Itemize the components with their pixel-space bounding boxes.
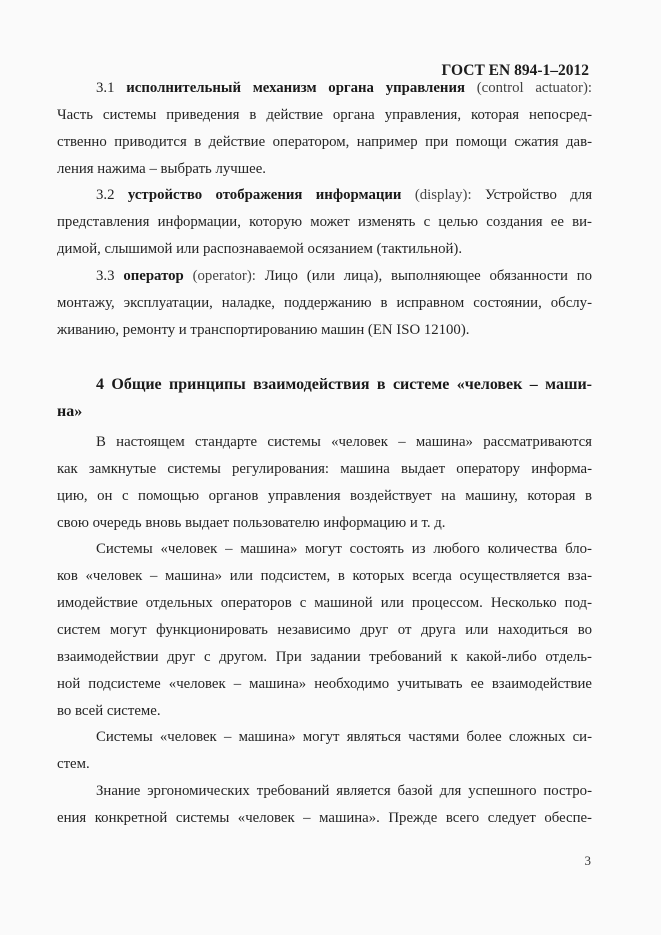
section-4-paragraph-1-line: как замкнутые системы регулирования: машина выдает оператору информа- <box>57 461 592 477</box>
section-4-paragraph-4-line: Знание эргономических требований является базой для успешного постро- <box>96 783 592 799</box>
clause-3-1-line: ления нажима – выбрать лучшее. <box>57 161 266 177</box>
section-4-paragraph-2-line: имодействие отдельных операторов с машиной или процессом. Несколько под- <box>57 595 592 611</box>
clause-3-1-number: 3.1 <box>96 80 115 96</box>
page-number: 3 <box>584 853 591 868</box>
clause-3-2-line: представления информации, которую может изменять с целью создания ее ви- <box>57 214 592 230</box>
clause-3-2-term: устройство отображения информации <box>127 187 402 203</box>
section-4-paragraph-2-line: взаимодействии друг с другом. При задании требований к какой-либо отдель- <box>57 649 592 665</box>
section-4-paragraph-4-line: ения конкретной системы «человек – машина». Прежде всего следует обеспе- <box>57 810 592 826</box>
section-4-paragraph-3-line: Системы «человек – машина» могут являться частями более сложных си- <box>96 729 592 745</box>
section-4-paragraph-3-line: стем. <box>57 756 90 772</box>
clause-3-2-line: димой, слышимой или распознаваемой осязанием (тактильной). <box>57 241 463 257</box>
clause-3-3-english: (operator): <box>192 268 256 284</box>
section-4-paragraph-1-line: В настоящем стандарте системы «человек – машина» рассматриваются <box>96 434 592 450</box>
clause-3-2-first-line <box>96 187 592 204</box>
clause-3-3-term: оператор <box>123 268 184 284</box>
standard-header: ГОСТ EN 894-1–2012 <box>441 62 589 79</box>
clause-3-2-english: (display): <box>414 187 472 203</box>
section-4-heading: 4 Общие принципы взаимодействия в системе «человек – маши- <box>96 376 592 393</box>
clause-3-2-tail: Устройство для <box>484 187 593 203</box>
clause-3-1-english: (control actuator): <box>476 80 593 96</box>
clause-3-3-first-line <box>96 268 592 285</box>
clause-3-3-number: 3.3 <box>96 268 115 284</box>
section-4-paragraph-1-line: свою очередь вновь выдает пользователю информацию и т. д. <box>57 515 446 531</box>
clause-3-1-line: ственно приводится в действие оператором, например при помощи сжатия дав- <box>57 134 592 150</box>
clause-3-2-number: 3.2 <box>96 187 115 203</box>
clause-3-1-line: Часть системы приведения в действие органа управления, которая непосред- <box>57 107 592 123</box>
clause-3-1-term: исполнительный механизм органа управления <box>126 80 465 96</box>
section-4-heading-continued: на» <box>57 403 83 420</box>
section-4-paragraph-2-line: систем могут функционировать независимо друг от друга или находиться во <box>57 622 592 638</box>
section-4-paragraph-2-line: ной подсистеме «человек – машина» необходимо учитывать ее взаимодействие <box>57 676 592 692</box>
section-4-paragraph-1-line: цию, он с помощью органов управления воздействует на машину, которая в <box>57 488 592 504</box>
clause-3-3-tail: Лицо (или лица), выполняющее обязанности по <box>264 268 593 284</box>
clause-3-3-line: монтажу, эксплуатации, наладке, поддержанию в исправном состоянии, обслу- <box>57 295 592 311</box>
section-4-paragraph-2-line: ков «человек – машина» или подсистем, в которых всегда осуществляется вза- <box>57 568 592 584</box>
clause-3-3-line: живанию, ремонту и транспортированию машин (EN ISO 12100). <box>57 322 470 338</box>
section-4-paragraph-2-line: Системы «человек – машина» могут состоять из любого количества бло- <box>96 541 592 557</box>
section-4-paragraph-2-line: во всей системе. <box>57 703 161 719</box>
clause-3-1-first-line <box>96 80 592 97</box>
